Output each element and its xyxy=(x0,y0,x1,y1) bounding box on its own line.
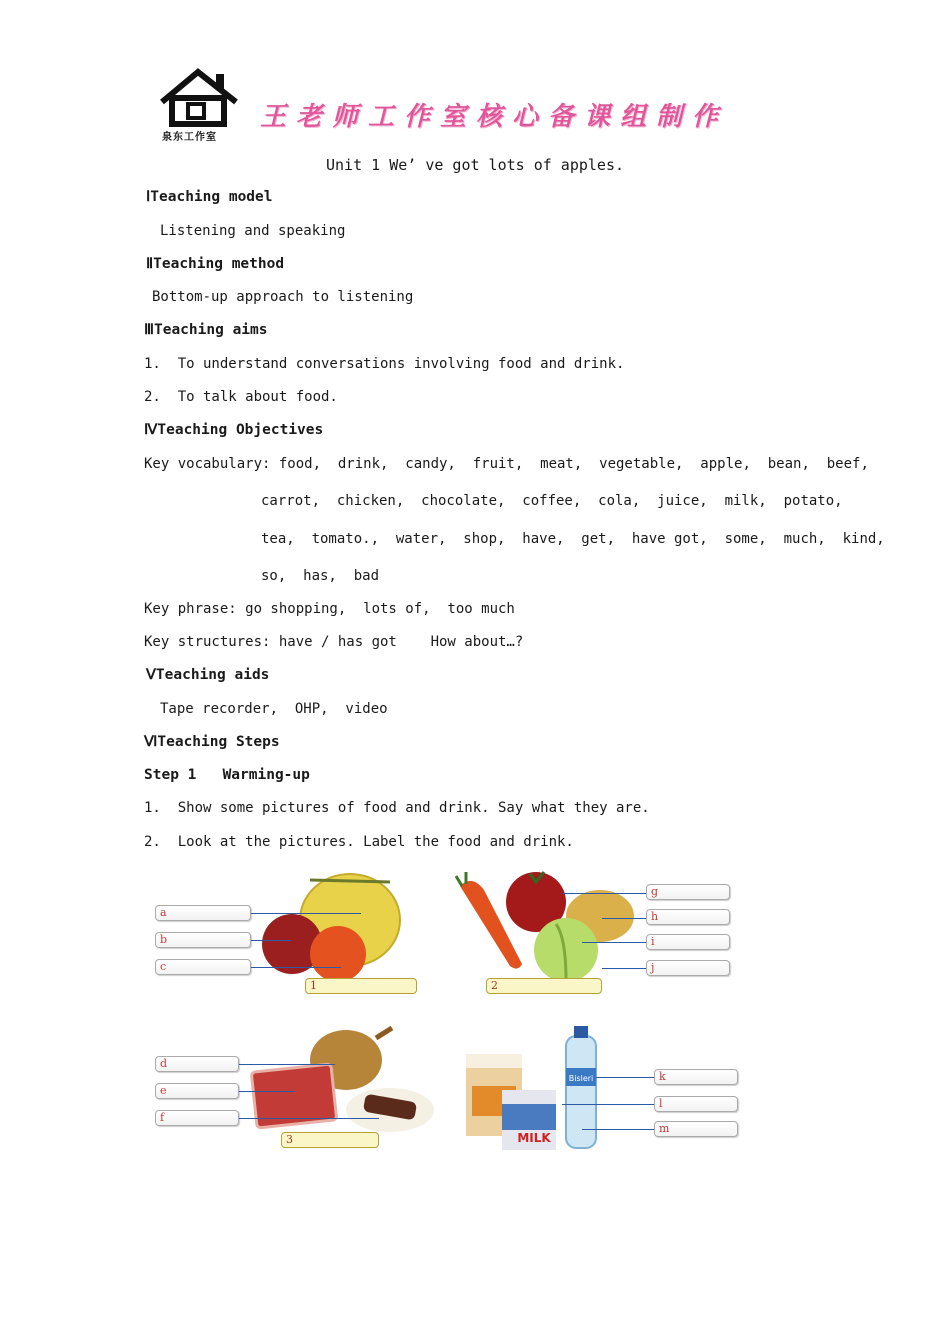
exercise-picture-2 xyxy=(452,868,734,996)
answer-box-m[interactable]: m xyxy=(654,1121,738,1137)
connector-line xyxy=(562,893,646,894)
connector-line xyxy=(582,1129,654,1130)
answer-box-d[interactable]: d xyxy=(155,1056,239,1072)
vocabulary-line-2: carrot, chicken, chocolate, coffee, cola, juice, milk, potato, xyxy=(261,493,843,509)
connector-line xyxy=(251,967,341,968)
teaching-method-text: Bottom-up approach to listening xyxy=(152,289,414,305)
answer-box-g[interactable]: g xyxy=(646,884,730,900)
header-banner xyxy=(158,66,798,146)
page-title: Unit 1 We’ ve got lots of apples. xyxy=(325,156,624,174)
answer-box-c[interactable]: c xyxy=(155,959,251,975)
step1-item-1: 1. Show some pictures of food and drink. Say what they are. xyxy=(144,800,650,816)
key-structures: Key structures: have / has got How about…? xyxy=(144,634,524,650)
connector-line xyxy=(239,1118,379,1119)
step1-item-2: 2. Look at the pictures. Label the food and drink. xyxy=(144,834,574,850)
answer-box-f[interactable]: f xyxy=(155,1110,239,1126)
answer-box-b[interactable]: b xyxy=(155,932,251,948)
picture-number-3: 3 xyxy=(281,1132,379,1148)
answer-box-a[interactable]: a xyxy=(155,905,251,921)
key-phrase: Key phrase: go shopping, lots of, too much xyxy=(144,601,515,617)
step1-heading: Step 1 Warming-up xyxy=(144,767,310,783)
aims-item-1: 1. To understand conversations involving food and drink. xyxy=(144,356,625,372)
connector-line xyxy=(596,1077,654,1078)
connector-line xyxy=(602,918,646,919)
fruit-illustration xyxy=(250,868,410,980)
exercise-picture-1 xyxy=(150,868,420,996)
section-heading-teaching-model: ⅠTeaching model xyxy=(146,189,273,205)
vocabulary-line-4: so, has, bad xyxy=(261,568,380,584)
carton-text: MILK xyxy=(517,1131,551,1145)
answer-box-k[interactable]: k xyxy=(654,1069,738,1085)
picture-number-1: 1 xyxy=(305,978,417,994)
answer-box-j[interactable]: j xyxy=(646,960,730,976)
connector-line xyxy=(602,968,646,969)
aims-item-2: 2. To talk about food. xyxy=(144,389,338,405)
exercise-picture-4 xyxy=(462,1024,744,1156)
connector-line xyxy=(239,1091,295,1092)
answer-box-e[interactable]: e xyxy=(155,1083,239,1099)
connector-line xyxy=(239,1064,335,1065)
vocabulary-line-3: tea, tomato., water, shop, have, get, have got, some, much, kind, xyxy=(261,531,885,547)
section-heading-teaching-aids: ⅤTeaching aids xyxy=(146,667,270,683)
connector-line xyxy=(251,913,361,914)
vocabulary-line-1: Key vocabulary: food, drink, candy, fruit, meat, vegetable, apple, bean, beef, xyxy=(144,456,869,472)
section-heading-teaching-steps: ⅥTeaching Steps xyxy=(144,734,280,750)
logo-caption: 泉东工作室 xyxy=(162,132,217,143)
picture-number-2: 2 xyxy=(486,978,602,994)
teaching-aids-text: Tape recorder, OHP, video xyxy=(160,701,388,717)
answer-box-i[interactable]: i xyxy=(646,934,730,950)
meat-illustration xyxy=(246,1024,442,1136)
connector-line xyxy=(251,940,291,941)
studio-title: 王老师工作室核心备课组制作 xyxy=(260,102,729,132)
answer-box-l[interactable]: l xyxy=(654,1096,738,1112)
answer-box-h[interactable]: h xyxy=(646,909,730,925)
section-heading-teaching-objectives: ⅣTeaching Objectives xyxy=(144,422,324,438)
connector-line xyxy=(562,1104,654,1105)
bottle-text: Bisleri xyxy=(568,1074,594,1083)
section-heading-teaching-method: ⅡTeaching method xyxy=(146,256,285,272)
section-heading-teaching-aims: ⅢTeaching aims xyxy=(144,322,268,338)
vegetable-illustration xyxy=(452,868,642,980)
drinks-illustration xyxy=(462,1024,612,1156)
teaching-model-text: Listening and speaking xyxy=(160,223,346,239)
exercise-picture-3 xyxy=(150,1024,442,1152)
connector-line xyxy=(582,942,646,943)
